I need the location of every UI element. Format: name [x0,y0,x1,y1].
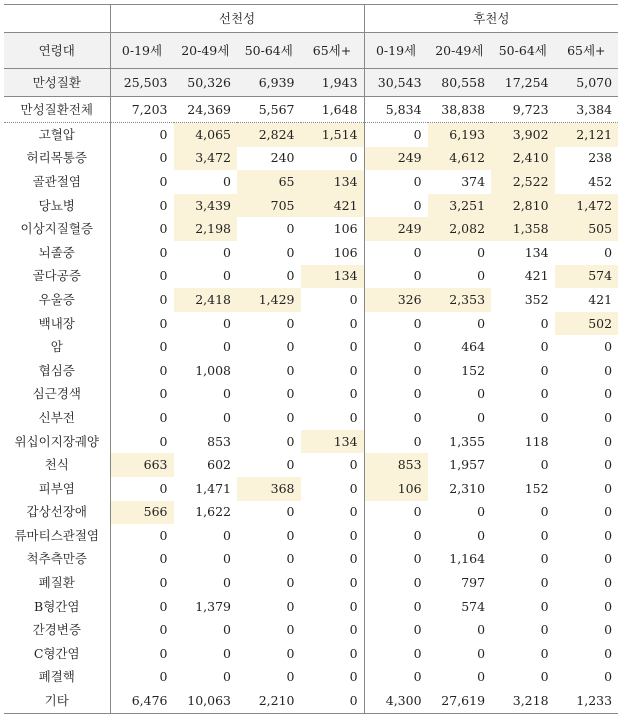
group-header-congenital: 선천성 [110,5,364,33]
table-row [4,312,618,336]
table-cell: 0 [349,150,358,166]
table-cell: 1,957 [449,457,486,473]
table-cell: 0 [364,524,428,548]
row-label: 백내장 [38,315,75,331]
table-cell: 2,522 [491,170,555,194]
table-row [4,241,618,265]
table-cell: 9,723 [491,97,555,123]
table-cell: 0 [110,288,174,312]
table-cell: 5,834 [364,97,428,123]
table-cell: 2,810 [491,194,555,218]
row-label: C형간염 [33,645,80,661]
table-cell: 0 [477,409,486,425]
table-cell: 4,612 [428,147,492,171]
table-cell: 0 [477,386,486,402]
table-cell: 0 [364,501,428,525]
table-cell: 0 [364,335,428,359]
table-cell: 0 [349,551,358,567]
row-label: 천식 [44,457,69,473]
table-cell: 0 [286,315,295,331]
table-cell: 0 [223,268,231,284]
table-row [4,406,618,430]
table-cell: 0 [540,409,549,425]
table-cell: 7,203 [110,97,174,123]
table-cell: 3,384 [555,97,619,123]
table-cell: 0 [223,575,231,591]
table-cell: 0 [540,457,549,473]
table-cell: 2,418 [174,288,238,312]
row-label: 골다공증 [32,268,81,284]
table-cell: 421 [588,291,613,307]
table-cell: 0 [110,548,174,572]
table-cell: 0 [110,123,174,147]
table-cell: 0 [286,504,295,520]
table-cell: 0 [540,527,549,543]
table-cell: 0 [286,527,295,543]
row-label: 피부염 [38,480,75,496]
table-cell: 0 [110,477,174,501]
table-cell: 0 [286,645,295,661]
age-header-cell: 0-19세 [364,33,428,69]
row-label: 신부전 [38,409,75,425]
table-cell: 3,472 [174,147,238,171]
header-corner [4,5,110,33]
table-cell: 0 [364,359,428,383]
table-cell: 0 [364,312,428,336]
table-cell: 106 [333,244,358,260]
row-label: B형간염 [34,598,80,614]
row-label: 이상지질혈증 [20,221,93,237]
table-cell: 326 [364,288,428,312]
table-cell: 0 [223,622,231,638]
table-cell: 574 [555,265,619,289]
table-cell: 0 [286,622,295,638]
table-cell: 1,514 [301,123,365,147]
disease-table [4,4,618,714]
table-cell: 0 [540,598,549,614]
table-cell: 1,008 [195,362,231,378]
age-header-cell: 20-49세 [428,33,492,69]
table-cell: 0 [223,527,231,543]
row-label: 간경변증 [32,622,81,638]
table-cell: 0 [349,457,358,473]
table-cell: 249 [364,147,428,171]
table-row [4,335,618,359]
table-cell: 0 [604,433,613,449]
table-row [4,170,618,194]
table-cell: 374 [461,173,486,189]
table-cell: 0 [604,480,613,496]
table-cell: 0 [110,194,174,218]
table-cell: 464 [461,339,486,355]
table-cell: 0 [477,315,486,331]
table-cell: 3,218 [491,689,555,713]
table-cell: 0 [364,642,428,666]
table-cell: 118 [524,433,549,449]
table-cell: 38,838 [428,97,492,123]
table-cell: 0 [477,622,486,638]
table-cell: 0 [540,386,549,402]
table-row [4,571,618,595]
age-header-cell: 65세+ [301,33,365,69]
table-cell: 0 [286,386,295,402]
table-cell: 1,471 [195,480,231,496]
table-cell: 853 [364,453,428,477]
age-header-cell: 0-19세 [110,33,174,69]
table-cell: 2,310 [449,480,486,496]
table-cell: 0 [540,339,549,355]
table-cell: 1,472 [555,194,619,218]
table-cell: 3,902 [491,123,555,147]
table-cell: 0 [604,598,613,614]
table-cell: 1,648 [301,97,365,123]
table-cell: 0 [286,339,295,355]
table-cell: 0 [364,430,428,454]
table-cell: 0 [110,666,174,690]
table-cell: 0 [604,457,613,473]
row-label: 만성질환 [4,69,110,97]
table-cell: 0 [110,571,174,595]
table-cell: 0 [286,409,295,425]
table-cell: 2,082 [428,217,492,241]
table-cell: 0 [477,244,486,260]
table-cell: 3,439 [174,194,238,218]
group-header-acquired: 후천성 [364,5,618,33]
row-label: 골관절염 [32,173,81,189]
table-cell: 797 [461,575,486,591]
table-cell: 0 [110,406,174,430]
table-cell: 0 [110,618,174,642]
table-cell: 0 [349,386,358,402]
table-cell: 0 [223,244,231,260]
table-cell: 2,410 [491,147,555,171]
table-cell: 0 [110,642,174,666]
table-cell: 0 [477,504,486,520]
table-cell: 0 [364,265,428,289]
table-cell: 10,063 [174,689,238,713]
table-cell: 27,619 [428,689,492,713]
table-cell: 0 [110,595,174,619]
table-row [4,453,618,477]
table-cell: 0 [223,645,231,661]
table-cell: 0 [286,268,295,284]
table-cell: 30,543 [364,69,428,97]
table-cell: 0 [477,268,486,284]
table-cell: 0 [477,527,486,543]
table-cell: 249 [364,217,428,241]
table-cell: 0 [604,386,613,402]
age-header-row [4,33,618,69]
row-label: 폐질환 [38,575,75,591]
table-cell: 0 [110,524,174,548]
table-row [4,383,618,407]
table-row [4,595,618,619]
table-cell: 134 [524,244,549,260]
table-cell: 0 [540,622,549,638]
table-cell: 6,193 [428,123,492,147]
table-cell: 0 [349,339,358,355]
table-cell: 352 [524,291,549,307]
table-cell: 240 [270,150,295,166]
summary-all-row [4,97,618,123]
table-row [4,430,618,454]
row-label: 위십이지장궤양 [14,433,100,449]
group-header-row [4,5,618,33]
table-cell: 0 [540,362,549,378]
table-cell: 2,210 [237,689,301,713]
table-cell: 1,355 [449,433,486,449]
table-cell: 853 [207,433,231,449]
table-cell: 0 [604,339,613,355]
table-cell: 106 [333,221,358,237]
table-cell: 2,198 [174,217,238,241]
table-cell: 0 [349,622,358,638]
table-cell: 0 [349,291,358,307]
table-cell: 0 [223,551,231,567]
table-cell: 0 [604,622,613,638]
table-cell: 0 [223,315,231,331]
table-cell: 0 [477,669,486,685]
row-label: 협심증 [38,362,75,378]
table-cell: 0 [604,409,613,425]
table-cell: 0 [540,551,549,567]
table-cell: 0 [540,669,549,685]
table-cell: 24,369 [174,97,238,123]
table-cell: 566 [110,501,174,525]
table-cell: 0 [301,689,365,713]
table-cell: 1,233 [555,689,619,713]
table-cell: 4,300 [364,689,428,713]
table-cell: 505 [555,217,619,241]
table-cell: 0 [286,457,295,473]
table-cell: 0 [286,221,295,237]
table-cell: 17,254 [491,69,555,97]
table-cell: 0 [349,645,358,661]
table-cell: 0 [223,386,231,402]
age-header-cell: 50-64세 [237,33,301,69]
row-label: 폐결핵 [38,669,75,685]
table-cell: 0 [364,595,428,619]
row-label: 당뇨병 [38,197,75,213]
table-cell: 0 [349,598,358,614]
table-cell: 238 [588,150,613,166]
table-cell: 25,503 [110,69,174,97]
table-cell: 368 [237,477,301,501]
table-row [4,642,618,666]
table-cell: 0 [604,244,613,260]
age-header-cell: 50-64세 [491,33,555,69]
table-cell: 0 [223,669,231,685]
table-cell: 1,379 [195,598,231,614]
table-cell: 134 [301,265,365,289]
table-cell: 0 [286,575,295,591]
table-cell: 5,567 [237,97,301,123]
table-cell: 0 [604,504,613,520]
row-label: 고혈압 [38,126,75,142]
table-cell: 0 [286,433,295,449]
table-cell: 0 [364,548,428,572]
table-cell: 0 [364,241,428,265]
table-cell: 0 [364,406,428,430]
table-row [4,123,618,147]
table-row [4,288,618,312]
row-label: 뇌졸중 [38,244,75,260]
table-cell: 0 [364,666,428,690]
table-cell: 0 [604,645,613,661]
summary-row [4,69,618,97]
table-cell: 0 [110,265,174,289]
table-cell: 0 [110,170,174,194]
row-label: 척추측만증 [26,551,87,567]
table-row [4,666,618,690]
row-label: 만성질환전체 [4,97,110,123]
table-body [4,69,618,714]
table-cell: 134 [301,430,365,454]
table-cell: 134 [301,170,365,194]
table-row [4,477,618,501]
table-cell: 452 [588,173,613,189]
table-row [4,194,618,218]
table-cell: 0 [223,409,231,425]
table-cell: 0 [349,527,358,543]
table-cell: 0 [349,409,358,425]
table-cell: 2,121 [555,123,619,147]
age-header-label: 연령대 [4,33,110,69]
table-cell: 0 [286,244,295,260]
table-cell: 0 [110,312,174,336]
row-label: 암 [50,339,63,355]
table-cell: 0 [110,241,174,265]
table-cell: 1,943 [301,69,365,97]
table-row [4,548,618,572]
table-row [4,217,618,241]
table-cell: 0 [540,645,549,661]
table-cell: 0 [364,170,428,194]
table-cell: 0 [223,339,231,355]
table-cell: 152 [461,362,486,378]
table-cell: 0 [349,669,358,685]
table-cell: 0 [110,359,174,383]
table-cell: 0 [349,575,358,591]
table-cell: 6,939 [237,69,301,97]
table-cell: 0 [349,504,358,520]
row-label: 갑상선장애 [26,504,87,520]
table-cell: 0 [604,362,613,378]
table-cell: 0 [477,645,486,661]
table-cell: 0 [349,362,358,378]
table-cell: 0 [604,575,613,591]
table-cell: 0 [286,551,295,567]
table-cell: 0 [364,194,428,218]
table-cell: 421 [524,268,549,284]
table-cell: 0 [349,480,358,496]
table-cell: 0 [286,669,295,685]
age-header-cell: 20-49세 [174,33,238,69]
table-row [4,524,618,548]
table-row [4,265,618,289]
row-label: 허리목통증 [26,150,87,166]
table-cell: 50,326 [174,69,238,97]
table-cell: 0 [110,383,174,407]
table-cell: 6,476 [110,689,174,713]
table-row [4,689,618,713]
table-cell: 0 [540,315,549,331]
row-label: 류마티스관절염 [14,527,100,543]
row-label: 우울증 [38,291,75,307]
table-cell: 2,353 [428,288,492,312]
table-cell: 421 [301,194,365,218]
table-cell: 574 [461,598,486,614]
table-cell: 0 [604,527,613,543]
table-cell: 0 [604,551,613,567]
table-cell: 1,164 [449,551,486,567]
table-cell: 0 [110,430,174,454]
table-cell: 0 [364,383,428,407]
table-cell: 0 [286,598,295,614]
age-header-cell: 65세+ [555,33,619,69]
table-cell: 0 [286,362,295,378]
table-cell: 0 [364,571,428,595]
table-cell: 3,251 [428,194,492,218]
table-cell: 2,824 [237,123,301,147]
table-cell: 0 [364,123,428,147]
table-cell: 152 [524,480,549,496]
table-cell: 1,622 [195,504,231,520]
table-row [4,147,618,171]
table-cell: 5,070 [555,69,619,97]
table-cell: 663 [110,453,174,477]
table-cell: 602 [207,457,231,473]
table-row [4,618,618,642]
table-cell: 0 [110,147,174,171]
table-cell: 705 [237,194,301,218]
table-cell: 106 [364,477,428,501]
table-cell: 0 [540,504,549,520]
table-cell: 0 [364,618,428,642]
table-cell: 1,429 [237,288,301,312]
disease-table-container [4,4,618,714]
table-cell: 0 [604,669,613,685]
row-label: 기타 [4,689,110,713]
table-row [4,359,618,383]
table-cell: 0 [223,173,231,189]
table-cell: 0 [349,315,358,331]
table-cell: 80,558 [428,69,492,97]
table-row [4,501,618,525]
table-cell: 0 [110,217,174,241]
table-cell: 0 [110,335,174,359]
row-label: 심근경색 [32,386,81,402]
table-cell: 65 [237,170,301,194]
table-cell: 4,065 [174,123,238,147]
table-cell: 0 [540,575,549,591]
table-cell: 502 [555,312,619,336]
table-cell: 1,358 [491,217,555,241]
